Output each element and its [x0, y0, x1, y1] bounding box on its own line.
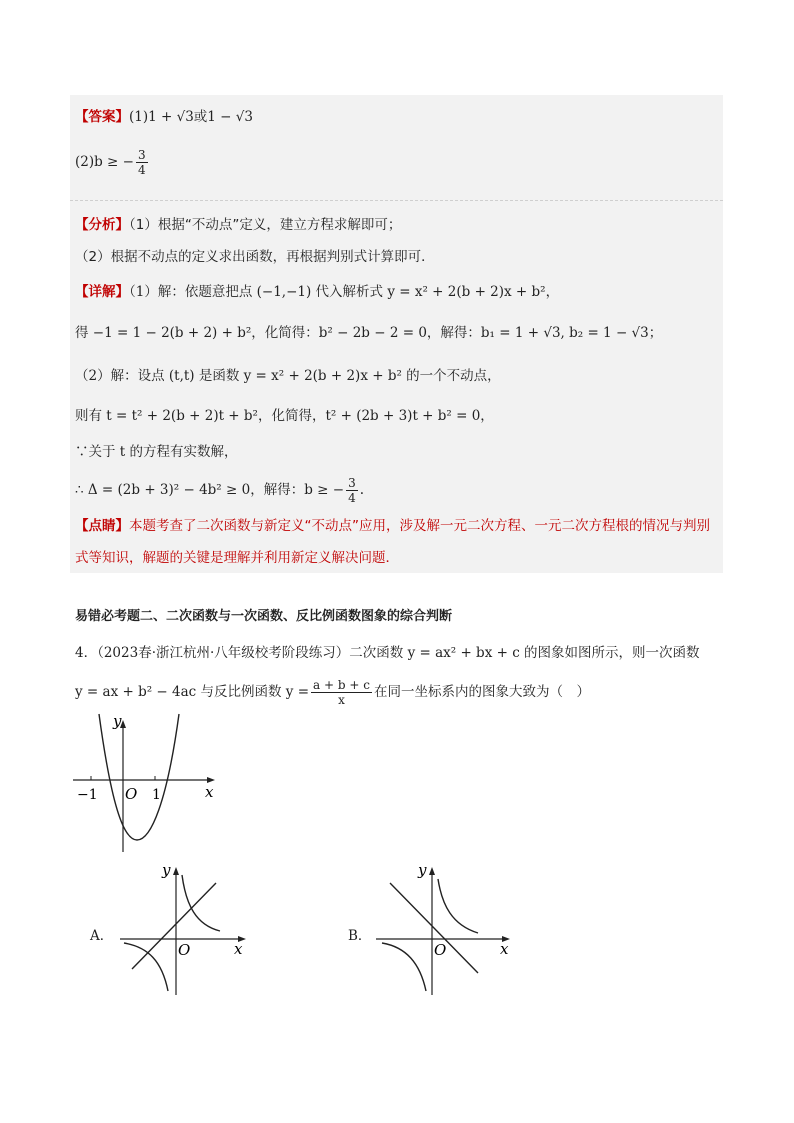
answer-line-2 — [75, 148, 150, 177]
question-fraction: $\frac{a + b + c}{x}$ — [313, 678, 370, 707]
option-b-hyperbola-upper — [438, 879, 478, 933]
option-b-line — [390, 883, 478, 973]
detail-line-5: ∵关于 t 的方程有实数解， — [75, 444, 238, 460]
divider — [70, 200, 723, 201]
option-a-hyperbola-lower — [124, 943, 168, 991]
comment-tag: 【点睛】 — [75, 518, 129, 534]
detail-line-4: 则有 t = t² + 2(b + 2)t + b²，化简得，t² + (2b + 3)t + b² = 0， — [75, 408, 494, 424]
option-b-y-arrow — [429, 867, 435, 875]
option-b-label: B． — [348, 928, 372, 944]
analysis-text-1: （1）根据“不动点”定义，建立方程求解即可； — [129, 217, 402, 233]
option-a-line — [132, 883, 216, 969]
detail-tag: 【详解】 — [75, 284, 129, 300]
answer-fraction: $\frac{3}{4}$ — [137, 148, 146, 177]
question-line-1: 4．（2023春·浙江杭州·八年级校考阶段练习）二次函数 y = ax² + bx + c 的图象如图所示，则一次函数 — [75, 645, 700, 661]
option-a-y-label: y — [162, 861, 171, 879]
analysis-line-2: （2）根据不动点的定义求出函数，再根据判别式计算即可． — [75, 249, 435, 265]
analysis-line-1 — [75, 215, 401, 235]
detail-line-3: （2）解：设点 (t,t) 是函数 y = x² + 2(b + 2)x + b² 的一个不动点， — [75, 368, 501, 384]
option-b-graph — [368, 855, 518, 1000]
detail-fraction: $\frac{3}{4}$ — [348, 476, 356, 505]
detail-line-1 — [75, 282, 559, 302]
y-label: y — [113, 712, 122, 730]
origin-label: O — [125, 785, 138, 803]
detail-line-2: 得 −1 = 1 − 2(b + 2) + b²，化简得：b² − 2b − 2 = 0，解得：b₁ = 1 + √3, b₂ = 1 − √3； — [75, 325, 663, 341]
parabola-curve — [99, 714, 179, 840]
x-label: x — [205, 783, 214, 801]
option-a-graph — [112, 855, 252, 1000]
option-a-x-label: x — [234, 940, 243, 958]
option-b-y-label: y — [418, 861, 427, 879]
parabola-graph — [65, 710, 225, 860]
answer-line-1 — [75, 107, 253, 127]
comment-line-1 — [75, 516, 710, 536]
option-a-y-arrow — [173, 867, 179, 875]
answer-part-2-prefix: (2)b ≥ − — [75, 154, 134, 170]
option-a-origin: O — [178, 941, 191, 959]
option-b-x-label: x — [500, 940, 509, 958]
option-a-label: A． — [90, 928, 114, 944]
answer-part-1: (1)1 + √3或1 − √3 — [129, 109, 253, 125]
answer-tag: 【答案】 — [75, 109, 129, 125]
option-b-hyperbola-lower — [382, 943, 426, 991]
tick-neg-label: −1 — [77, 787, 98, 803]
option-a-hyperbola-upper — [182, 875, 220, 931]
comment-line-2: 式等知识，解题的关键是理解并利用新定义解决问题． — [75, 550, 399, 566]
analysis-tag: 【分析】 — [75, 217, 129, 233]
comment-text-1: 本题考查了二次函数与新定义“不动点”应用，涉及解一元二次方程、一元二次方程根的情况与判别 — [129, 518, 710, 534]
tick-pos-label: 1 — [152, 787, 161, 803]
detail-line-6: ∴ Δ = (2b + 3)² − 4b² ≥ 0，解得：b ≥ − $\frac{3}{4}$ . — [75, 476, 364, 505]
section-heading: 易错必考题二、二次函数与一次函数、反比例函数图象的综合判断 — [75, 609, 453, 624]
option-b-origin: O — [434, 941, 447, 959]
detail-text-1: （1）解：依题意把点 (−1,−1) 代入解析式 y = x² + 2(b + 2)x + b²， — [129, 284, 560, 300]
question-line-2: y = ax + b² − 4ac 与反比例函数 y = $\frac{a + b + c}{x}$ 在同一坐标系内的图象大致为（ ） — [75, 678, 590, 707]
